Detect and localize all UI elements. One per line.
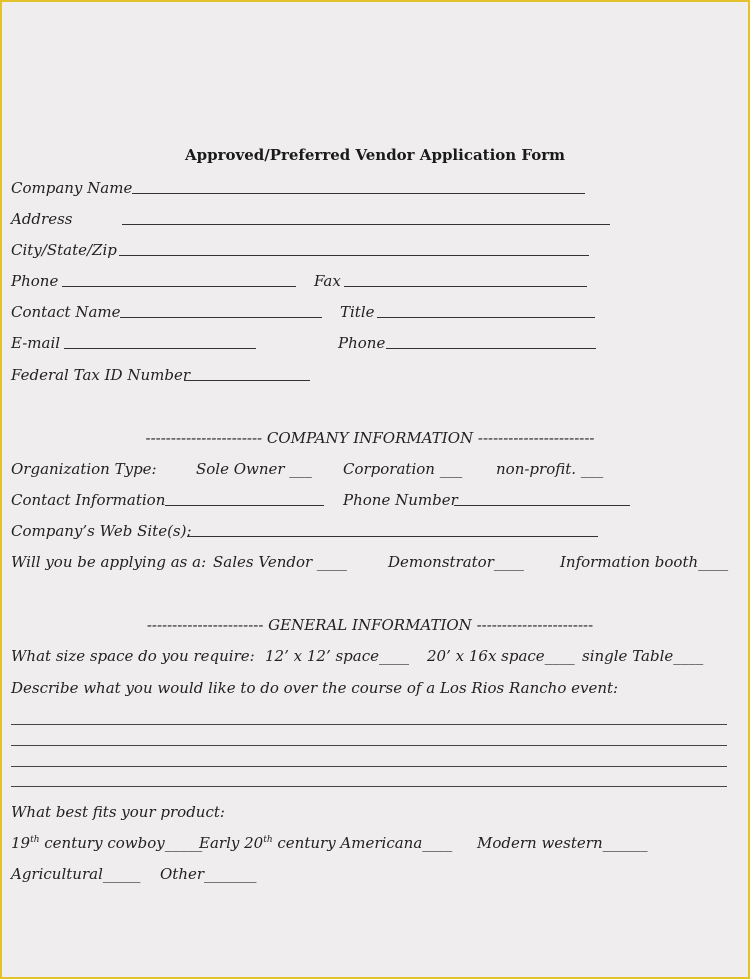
agricultural-option[interactable]: Agricultural_____ bbox=[11, 865, 141, 883]
other-option[interactable]: Other_______ bbox=[160, 865, 257, 883]
tax-id-label: Federal Tax ID Number bbox=[11, 366, 191, 384]
space-20x16-option[interactable]: 20’ x 16x space____ bbox=[427, 647, 575, 665]
contact-info-field[interactable] bbox=[165, 505, 324, 506]
americana-option[interactable] bbox=[199, 832, 452, 854]
cowboy-option[interactable] bbox=[11, 832, 202, 854]
phone-number-field[interactable] bbox=[454, 505, 630, 506]
phone-number-label: Phone Number bbox=[343, 491, 458, 509]
americana-pre: Early 20 bbox=[199, 834, 264, 852]
info-booth-option[interactable]: Information booth____ bbox=[560, 553, 729, 571]
americana-sup: th bbox=[263, 835, 273, 845]
contact-info-label: Contact Information bbox=[11, 491, 166, 509]
company-name-label: Company Name bbox=[11, 179, 133, 197]
fax-label: Fax bbox=[314, 272, 341, 290]
phone2-field[interactable] bbox=[386, 348, 596, 349]
city-state-zip-field[interactable] bbox=[119, 255, 589, 256]
city-state-zip-label: City/State/Zip bbox=[11, 241, 117, 259]
americana-text: century Americana____ bbox=[272, 834, 453, 852]
corporation-option[interactable]: Corporation ___ bbox=[343, 460, 463, 478]
website-label: Company’s Web Site(s): bbox=[11, 522, 192, 540]
company-name-field[interactable] bbox=[132, 193, 585, 194]
applying-label: Will you be applying as a: bbox=[11, 553, 207, 571]
form-title: Approved/Preferred Vendor Application Form bbox=[184, 146, 566, 164]
title-field[interactable] bbox=[377, 317, 595, 318]
org-type-label: Organization Type: bbox=[11, 460, 157, 478]
email-label: E-mail bbox=[11, 334, 61, 352]
single-table-option[interactable]: single Table____ bbox=[582, 647, 704, 665]
company-info-heading: ----------------------- COMPANY INFORMATION ----------------------- bbox=[145, 429, 595, 447]
phone-field[interactable] bbox=[62, 286, 296, 287]
cowboy-sup: th bbox=[30, 835, 40, 845]
space-question: What size space do you require: bbox=[11, 647, 255, 665]
space-12x12-option[interactable]: 12’ x 12’ space____ bbox=[265, 647, 409, 665]
address-field[interactable] bbox=[122, 224, 610, 225]
product-question: What best fits your product: bbox=[11, 803, 225, 821]
contact-name-label: Contact Name bbox=[11, 303, 121, 321]
contact-name-field[interactable] bbox=[120, 317, 322, 318]
cowboy-text: century cowboy_____ bbox=[39, 834, 203, 852]
phone-label: Phone bbox=[11, 272, 59, 290]
email-field[interactable] bbox=[64, 348, 256, 349]
describe-line-3[interactable] bbox=[11, 766, 727, 767]
nonprofit-option[interactable]: non-profit. ___ bbox=[496, 460, 604, 478]
cowboy-num: 19 bbox=[11, 834, 31, 852]
modern-western-option[interactable]: Modern western______ bbox=[477, 834, 648, 852]
address-label: Address bbox=[11, 210, 73, 228]
phone2-label: Phone bbox=[338, 334, 386, 352]
describe-question: Describe what you would like to do over the course of a Los Rios Rancho event: bbox=[11, 679, 619, 697]
sole-owner-option[interactable]: Sole Owner ___ bbox=[196, 460, 312, 478]
tax-id-field[interactable] bbox=[184, 380, 310, 381]
demonstrator-option[interactable]: Demonstrator____ bbox=[388, 553, 524, 571]
title-label: Title bbox=[340, 303, 375, 321]
describe-line-4[interactable] bbox=[11, 786, 727, 787]
website-field[interactable] bbox=[187, 536, 598, 537]
describe-line-1[interactable] bbox=[11, 724, 727, 725]
general-info-heading: ----------------------- GENERAL INFORMATION ----------------------- bbox=[146, 616, 594, 634]
fax-field[interactable] bbox=[344, 286, 587, 287]
describe-line-2[interactable] bbox=[11, 745, 727, 746]
sales-vendor-option[interactable]: Sales Vendor ____ bbox=[213, 553, 347, 571]
